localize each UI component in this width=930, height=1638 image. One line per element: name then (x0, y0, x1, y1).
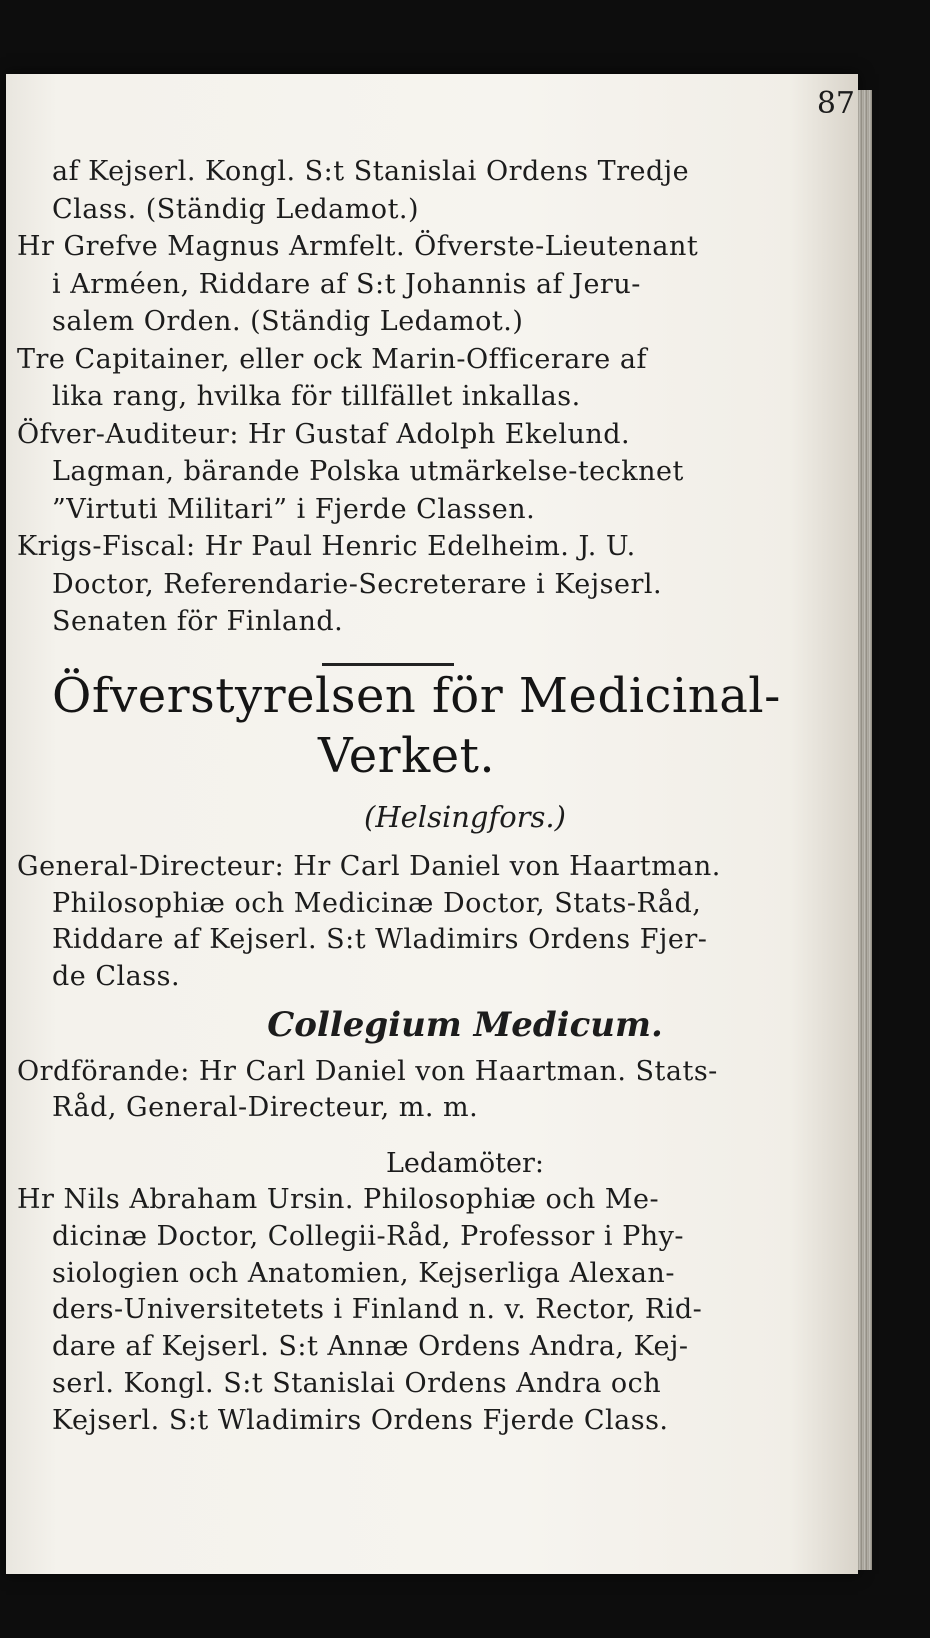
text-line: Ordförande: Hr Carl Daniel von Haartman. Stats- (17, 1056, 718, 1087)
text-line: de Class. (52, 960, 181, 992)
text-line: serl. Kongl. S:t Stanislai Ordens Andra och (52, 1368, 662, 1399)
text-line: Senaten för Finland. (52, 606, 344, 637)
text-line: Doctor, Referendarie-Secreterare i Kejserl. (52, 568, 663, 600)
text-line: Krigs-Fiscal: Hr Paul Henric Edelheim. J. U. (17, 531, 636, 562)
text-line: Hr Nils Abraham Ursin. Philosophiæ och Me- (17, 1184, 660, 1215)
section-title-line-2: Verket. (318, 728, 496, 784)
text-line: Öfver-Auditeur: Hr Gustaf Adolph Ekelund. (17, 418, 631, 450)
section-rule (322, 663, 454, 666)
text-line: Class. (Ständig Ledamot.) (52, 193, 420, 225)
text-line: dicinæ Doctor, Collegii-Råd, Professor i Phy- (52, 1220, 685, 1252)
text-line: Riddare af Kejserl. S:t Wladimirs Ordens Fjer- (52, 924, 708, 955)
text-line: ders-Universitetets i Finland n. v. Rector, Rid- (52, 1294, 703, 1326)
text-line: General-Directeur: Hr Carl Daniel von Haartman. (17, 851, 721, 882)
text-line: dare af Kejserl. S:t Annæ Ordens Andra, Kej- (52, 1331, 689, 1363)
text-line: Kejserl. S:t Wladimirs Ordens Fjerde Class. (52, 1404, 669, 1436)
text-line: lika rang, hvilka för tillfället inkallas. (52, 381, 581, 412)
text-line: ”Virtuti Militari” i Fjerde Classen. (52, 493, 536, 525)
members-heading: Ledamöter: (386, 1148, 544, 1179)
text-line: Hr Grefve Magnus Armfelt. Öfverste-Lieutenant (17, 231, 699, 262)
text-line: i Arméen, Riddare af S:t Johannis af Jeru- (52, 268, 641, 300)
page-number: 87 (816, 86, 855, 121)
text-line: Råd, General-Directeur, m. m. (52, 1092, 479, 1123)
text-line: salem Orden. (Ständig Ledamot.) (52, 306, 524, 337)
text-line: Lagman, bärande Polska utmärkelse-tecknet (52, 456, 684, 487)
collegium-heading: Collegium Medicum. (267, 1005, 663, 1045)
text-line: af Kejserl. Kongl. S:t Stanislai Ordens Tredje (52, 156, 690, 187)
section-subtitle: (Helsingfors.) (364, 800, 566, 834)
text-line: siologien och Anatomien, Kejserliga Alexan- (52, 1257, 675, 1289)
section-title-line-1: Öfverstyrelsen för Medicinal- (52, 668, 781, 724)
text-line: Tre Capitainer, eller ock Marin-Officerare af (17, 343, 647, 375)
text-line: Philosophiæ och Medicinæ Doctor, Stats-Råd, (52, 887, 702, 919)
